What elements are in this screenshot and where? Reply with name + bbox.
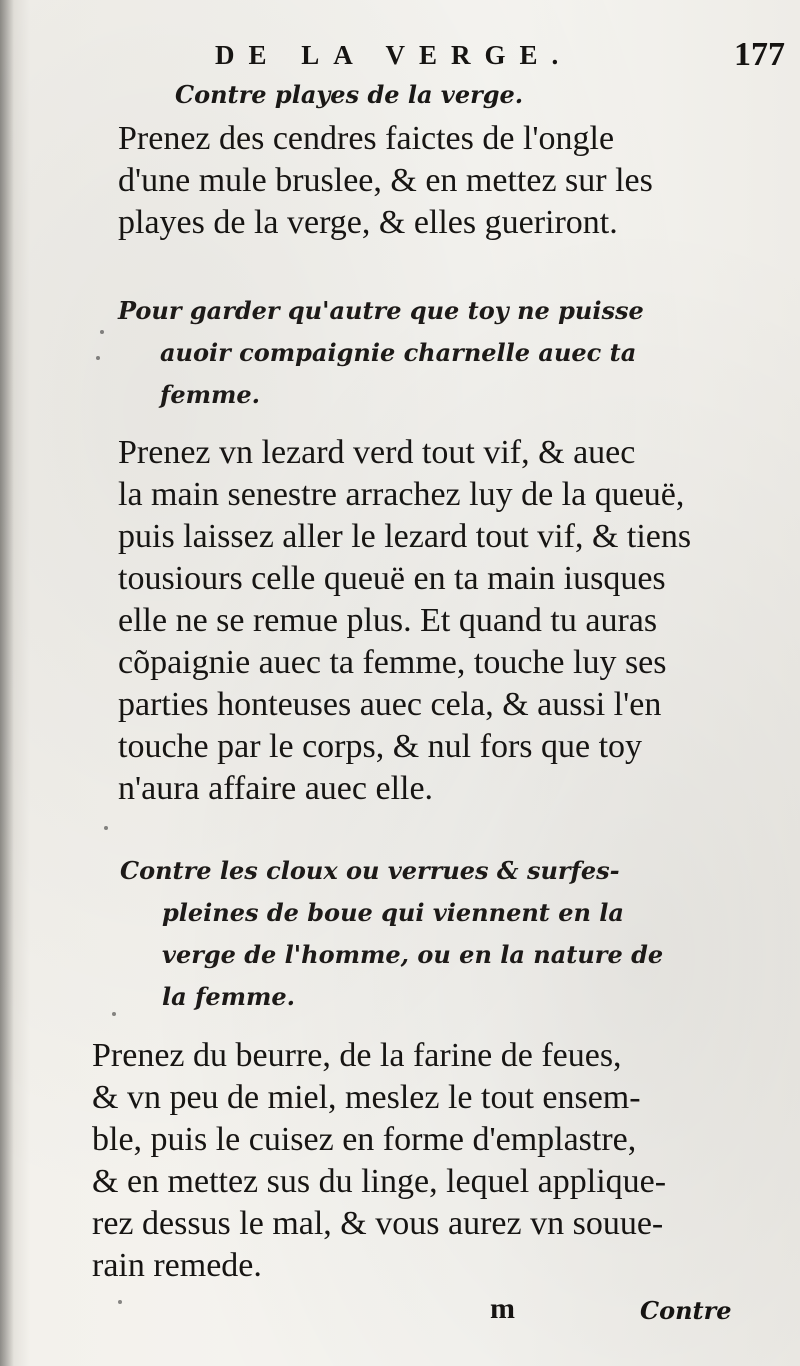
gutter-shadow bbox=[0, 0, 14, 1366]
text-line: Prenez des cendres faictes de l'ongle bbox=[118, 120, 615, 157]
text-line: tousiours celle queuë en ta main iusques bbox=[118, 560, 666, 597]
page-header bbox=[215, 36, 785, 80]
text-line: rain remede. bbox=[92, 1247, 262, 1284]
page-number: 177 bbox=[734, 36, 785, 73]
ink-speck bbox=[112, 1012, 116, 1016]
subheading-line: auoir compaignie charnelle auec ta bbox=[160, 338, 637, 367]
text-line: & vn peu de miel, meslez le tout ensem- bbox=[92, 1079, 641, 1116]
subheading-2 bbox=[120, 850, 760, 1018]
text-line: d'une mule bruslee, & en mettez sur les bbox=[118, 162, 653, 199]
text-line: Prenez vn lezard verd tout vif, & auec bbox=[118, 434, 636, 471]
text-line: cõpaignie auec ta femme, touche luy ses bbox=[118, 644, 667, 681]
paragraph-2 bbox=[118, 432, 778, 810]
running-head: DE LA VERGE. bbox=[215, 40, 573, 70]
text-line: & en mettez sus du linge, lequel applique- bbox=[92, 1163, 667, 1200]
ink-speck bbox=[96, 356, 100, 360]
text-line: ble, puis le cuisez en forme d'emplastre, bbox=[92, 1121, 637, 1158]
subheading-line: la femme. bbox=[162, 982, 296, 1011]
text-line: parties honteuses auec cela, & aussi l'en bbox=[118, 686, 662, 723]
text-line: rez dessus le mal, & vous aurez vn souue- bbox=[92, 1205, 664, 1242]
text-line: touche par le corps, & nul fors que toy bbox=[118, 728, 643, 765]
text-line: Prenez du beurre, de la farine de feues, bbox=[92, 1037, 622, 1074]
subheading-line: Contre les cloux ou verrues & surfes- bbox=[120, 856, 620, 885]
subheading-1 bbox=[118, 290, 758, 416]
text-line: la main senestre arrachez luy de la queuë, bbox=[118, 476, 685, 513]
page-footer bbox=[0, 1292, 800, 1332]
catchword: Contre bbox=[640, 1296, 732, 1325]
text-line: playes de la verge, & elles gueriront. bbox=[118, 204, 618, 241]
signature-mark: m bbox=[490, 1292, 515, 1325]
subheading-line: Pour garder qu'autre que toy ne puisse bbox=[118, 296, 644, 325]
ink-speck bbox=[100, 330, 104, 334]
subheading-line: femme. bbox=[160, 380, 261, 409]
paragraph-3 bbox=[92, 1035, 782, 1287]
ink-speck bbox=[118, 1300, 122, 1304]
section-heading: Contre playes de la verge. bbox=[175, 80, 524, 109]
subheading-line: pleines de boue qui viennent en la bbox=[162, 898, 624, 927]
text-line: elle ne se remue plus. Et quand tu auras bbox=[118, 602, 658, 639]
paragraph-1 bbox=[118, 118, 778, 244]
subheading-line: verge de l'homme, ou en la nature de bbox=[162, 940, 664, 969]
ink-speck bbox=[104, 826, 108, 830]
text-line: n'aura affaire auec elle. bbox=[118, 770, 434, 807]
text-line: puis laissez aller le lezard tout vif, & tiens bbox=[118, 518, 692, 555]
